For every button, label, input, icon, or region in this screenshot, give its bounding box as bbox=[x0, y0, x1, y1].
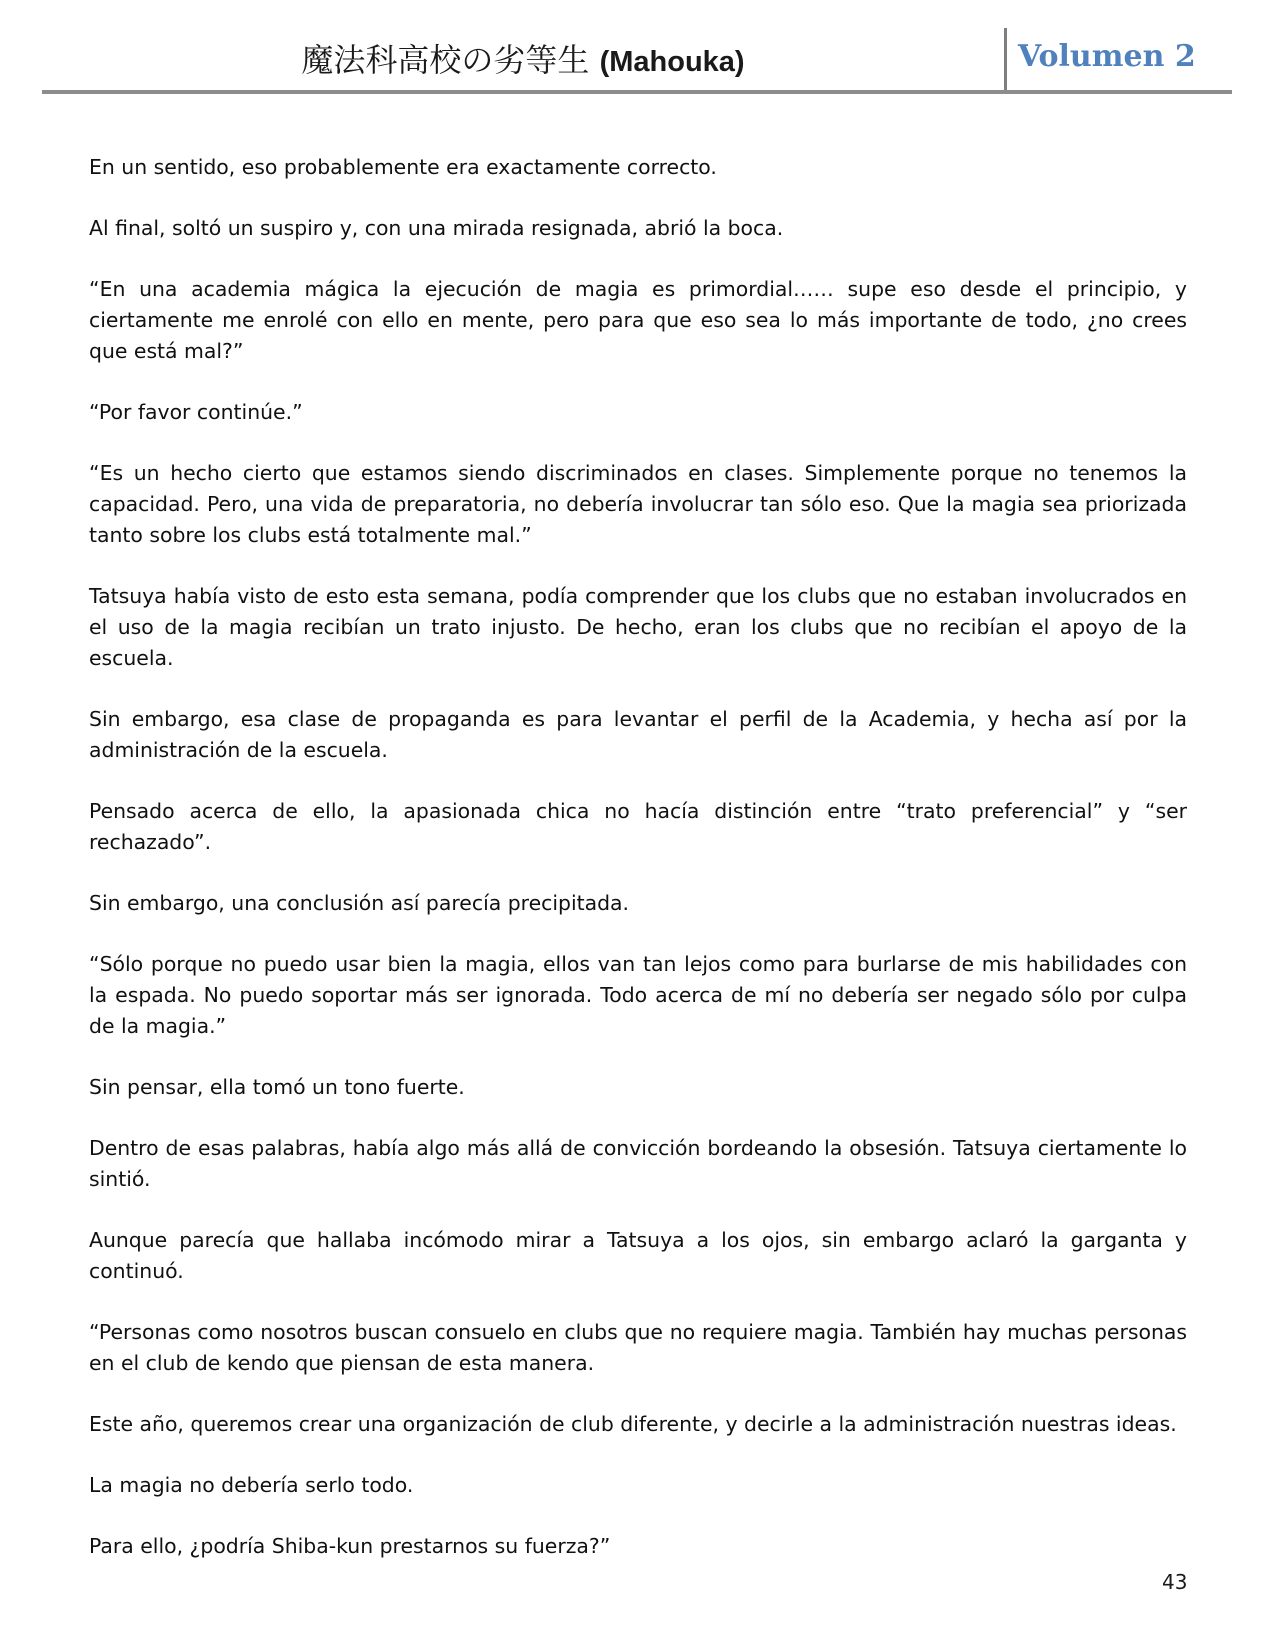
header-volume-label: Volumen 2 bbox=[1018, 39, 1196, 74]
paragraph: Sin embargo, una conclusión así parecía precipitada. bbox=[89, 891, 630, 915]
paragraph: Dentro de esas palabras, había algo más allá de convicción bordeando la obsesión. Tatsuya ciertamente lo sintió. bbox=[89, 1136, 1187, 1191]
paragraph: “Es un hecho cierto que estamos siendo discriminados en clases. Simplemente porque no tenemos la capacidad. Pero, una vida de preparatoria, no debería involucrar tan sólo eso. Que la magia sea priorizada tanto sobre los clubs está totalmente mal.” bbox=[89, 461, 1187, 547]
document-body bbox=[89, 152, 1187, 1592]
paragraph: “Sólo porque no puedo usar bien la magia, ellos van tan lejos como para burlarse de mis habilidades con la espada. No puedo soportar más ser ignorada. Todo acerca de mí no debería ser negado sólo por culpa de la magia.” bbox=[89, 952, 1187, 1038]
paragraph: “Por favor continúe.” bbox=[89, 400, 303, 424]
page-header bbox=[42, 28, 1232, 94]
paragraph: La magia no debería serlo todo. bbox=[89, 1473, 414, 1497]
paragraph: Sin embargo, esa clase de propaganda es para levantar el perfil de la Academia, y hecha así por la administración de la escuela. bbox=[89, 707, 1187, 762]
paragraph: Al final, soltó un suspiro y, con una mirada resignada, abrió la boca. bbox=[89, 216, 784, 240]
paragraph: Para ello, ¿podría Shiba-kun prestarnos su fuerza?” bbox=[89, 1534, 611, 1558]
paragraph: “En una academia mágica la ejecución de magia es primordial…… supe eso desde el principio, y ciertamente me enrolé con ello en mente, pero para que eso sea lo más importante de todo, ¿no crees que está mal?” bbox=[89, 277, 1187, 363]
paragraph: “Personas como nosotros buscan consuelo en clubs que no requiere magia. También hay muchas personas en el club de kendo que piensan de esta manera. bbox=[89, 1320, 1187, 1375]
paragraph: Tatsuya había visto de esto esta semana, podía comprender que los clubs que no estaban involucrados en el uso de la magia recibían un trato injusto. De hecho, eran los clubs que no recibían el apoyo de la escuela. bbox=[89, 584, 1187, 670]
header-title-cjk: 魔法科高校の劣等生 bbox=[301, 41, 590, 79]
header-title bbox=[42, 36, 1004, 86]
header-divider bbox=[1004, 28, 1007, 90]
paragraph: En un sentido, eso probablemente era exactamente correcto. bbox=[89, 155, 717, 179]
header-title-latin: (Mahouka) bbox=[599, 46, 745, 78]
paragraph: Aunque parecía que hallaba incómodo mirar a Tatsuya a los ojos, sin embargo aclaró la garganta y continuó. bbox=[89, 1228, 1187, 1283]
paragraph: Pensado acerca de ello, la apasionada chica no hacía distinción entre “trato preferencial” y “ser rechazado”. bbox=[89, 799, 1187, 854]
paragraph: Este año, queremos crear una organización de club diferente, y decirle a la administración nuestras ideas. bbox=[89, 1412, 1177, 1436]
page-number: 43 bbox=[1162, 1570, 1188, 1594]
header-rule bbox=[42, 90, 1232, 94]
paragraph: Sin pensar, ella tomó un tono fuerte. bbox=[89, 1075, 465, 1099]
